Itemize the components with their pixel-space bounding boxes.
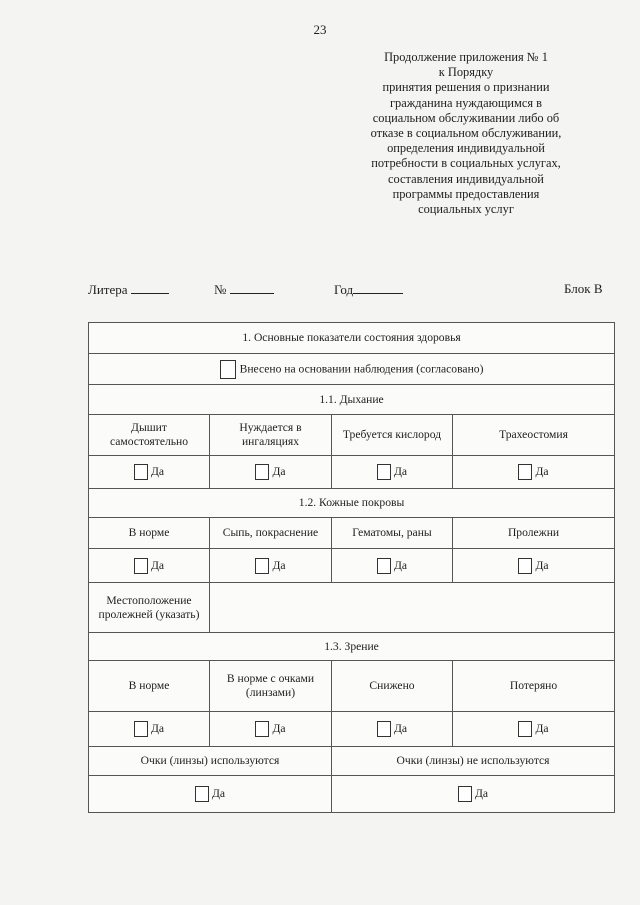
agreed-label: Внесено на основании наблюдения (согласовано): [239, 362, 484, 375]
checkbox[interactable]: [255, 464, 269, 480]
litera-blank[interactable]: [131, 281, 169, 294]
year-label: Год: [334, 282, 354, 297]
checkbox[interactable]: [458, 786, 472, 802]
glasses-used-yes-cell[interactable]: [89, 776, 332, 813]
checkbox[interactable]: [195, 786, 209, 802]
appendix-line: отказе в социальном обслуживании,: [370, 126, 562, 141]
vision-header: Снижено: [332, 661, 453, 712]
litera-label: Литера: [88, 282, 128, 297]
appendix-line: программы предоставления: [392, 186, 540, 201]
breathing-yes-cell[interactable]: [89, 456, 210, 489]
appendix-line: социальном обслуживании либо об: [372, 110, 560, 125]
bedsore-location-input[interactable]: [210, 583, 615, 633]
checkbox[interactable]: [134, 721, 148, 737]
number-label: №: [214, 282, 227, 297]
appendix-line: к Порядку: [438, 65, 494, 80]
skin-yes-cell[interactable]: [332, 549, 453, 583]
appendix-line: Продолжение приложения № 1: [384, 50, 548, 64]
yes-label: Да: [535, 722, 549, 735]
block-label: Блок В: [564, 281, 603, 296]
vision-yes-cell[interactable]: [89, 712, 210, 747]
vision-title: 1.3. Зрение: [89, 633, 615, 661]
skin-header: Пролежни: [453, 518, 615, 549]
checkbox[interactable]: [134, 558, 148, 574]
number-blank[interactable]: [230, 281, 274, 294]
section-title: 1. Основные показатели состояния здоровья: [89, 323, 615, 354]
appendix-heading: [340, 50, 592, 217]
appendix-line: гражданина нуждающимся в: [389, 95, 543, 110]
breathing-header: Нуждается в ингаляциях: [210, 415, 332, 456]
yes-label: Да: [272, 558, 286, 572]
agreed-checkbox-row[interactable]: [89, 354, 615, 385]
yes-label: Да: [393, 722, 408, 735]
vision-yes-cell[interactable]: [453, 712, 615, 747]
yes-label: Да: [393, 558, 408, 572]
checkbox[interactable]: [255, 558, 269, 574]
vision-yes-cell[interactable]: [332, 712, 453, 747]
vision-yes-cell[interactable]: [210, 712, 332, 747]
skin-header: Сыпь, покраснение: [210, 518, 332, 549]
vision-header: В норме с очками (линзами): [210, 661, 332, 712]
breathing-header: Дышит самостоятельно: [89, 415, 210, 456]
checkbox[interactable]: [518, 464, 532, 480]
yes-label: Да: [535, 558, 549, 572]
yes-label: Да: [211, 787, 226, 800]
yes-label: Да: [272, 722, 286, 735]
skin-yes-cell[interactable]: [453, 549, 615, 583]
appendix-line: принятия решения о признании: [382, 80, 550, 95]
glasses-not-used-yes-cell[interactable]: [332, 776, 615, 813]
yes-label: Да: [535, 465, 549, 478]
skin-title: 1.2. Кожные покровы: [89, 489, 615, 518]
bedsore-location-label: Местоположение пролежней (указать): [89, 583, 210, 633]
yes-label: Да: [150, 722, 165, 735]
appendix-line: социальных услуг: [418, 202, 514, 217]
glasses-not-used-label: Очки (линзы) не используются: [332, 747, 615, 776]
yes-label: Да: [150, 465, 165, 478]
breathing-yes-cell[interactable]: [453, 456, 615, 489]
litera-field[interactable]: [88, 281, 169, 298]
checkbox[interactable]: [518, 558, 532, 574]
agreed-checkbox[interactable]: [220, 360, 236, 379]
breathing-header: Трахеостомия: [453, 415, 615, 456]
vision-header: В норме: [89, 661, 210, 712]
yes-label: Да: [393, 465, 408, 478]
yes-label: Да: [474, 787, 489, 800]
appendix-line: составления индивидуальной: [388, 171, 544, 186]
checkbox[interactable]: [377, 721, 391, 737]
vision-header: Потеряно: [453, 661, 615, 712]
checkbox[interactable]: [377, 464, 391, 480]
breathing-yes-cell[interactable]: [210, 456, 332, 489]
health-indicators-table: [88, 322, 615, 813]
appendix-line: потребности в социальных услугах,: [371, 156, 561, 171]
checkbox[interactable]: [518, 721, 532, 737]
number-field[interactable]: [214, 281, 274, 298]
checkbox[interactable]: [134, 464, 148, 480]
appendix-line: определения индивидуальной: [387, 141, 545, 156]
skin-yes-cell[interactable]: [89, 549, 210, 583]
breathing-yes-cell[interactable]: [332, 456, 453, 489]
skin-yes-cell[interactable]: [210, 549, 332, 583]
skin-header: Гематомы, раны: [332, 518, 453, 549]
skin-header: В норме: [89, 518, 210, 549]
checkbox[interactable]: [377, 558, 391, 574]
yes-label: Да: [272, 465, 286, 478]
breathing-title: 1.1. Дыхание: [89, 385, 615, 415]
yes-label: Да: [150, 558, 165, 572]
breathing-header: Требуется кислород: [332, 415, 453, 456]
checkbox[interactable]: [255, 721, 269, 737]
year-blank[interactable]: [353, 281, 403, 294]
year-field[interactable]: [334, 281, 403, 298]
page-number: 23: [313, 22, 327, 37]
glasses-used-label: Очки (линзы) используются: [89, 747, 332, 776]
